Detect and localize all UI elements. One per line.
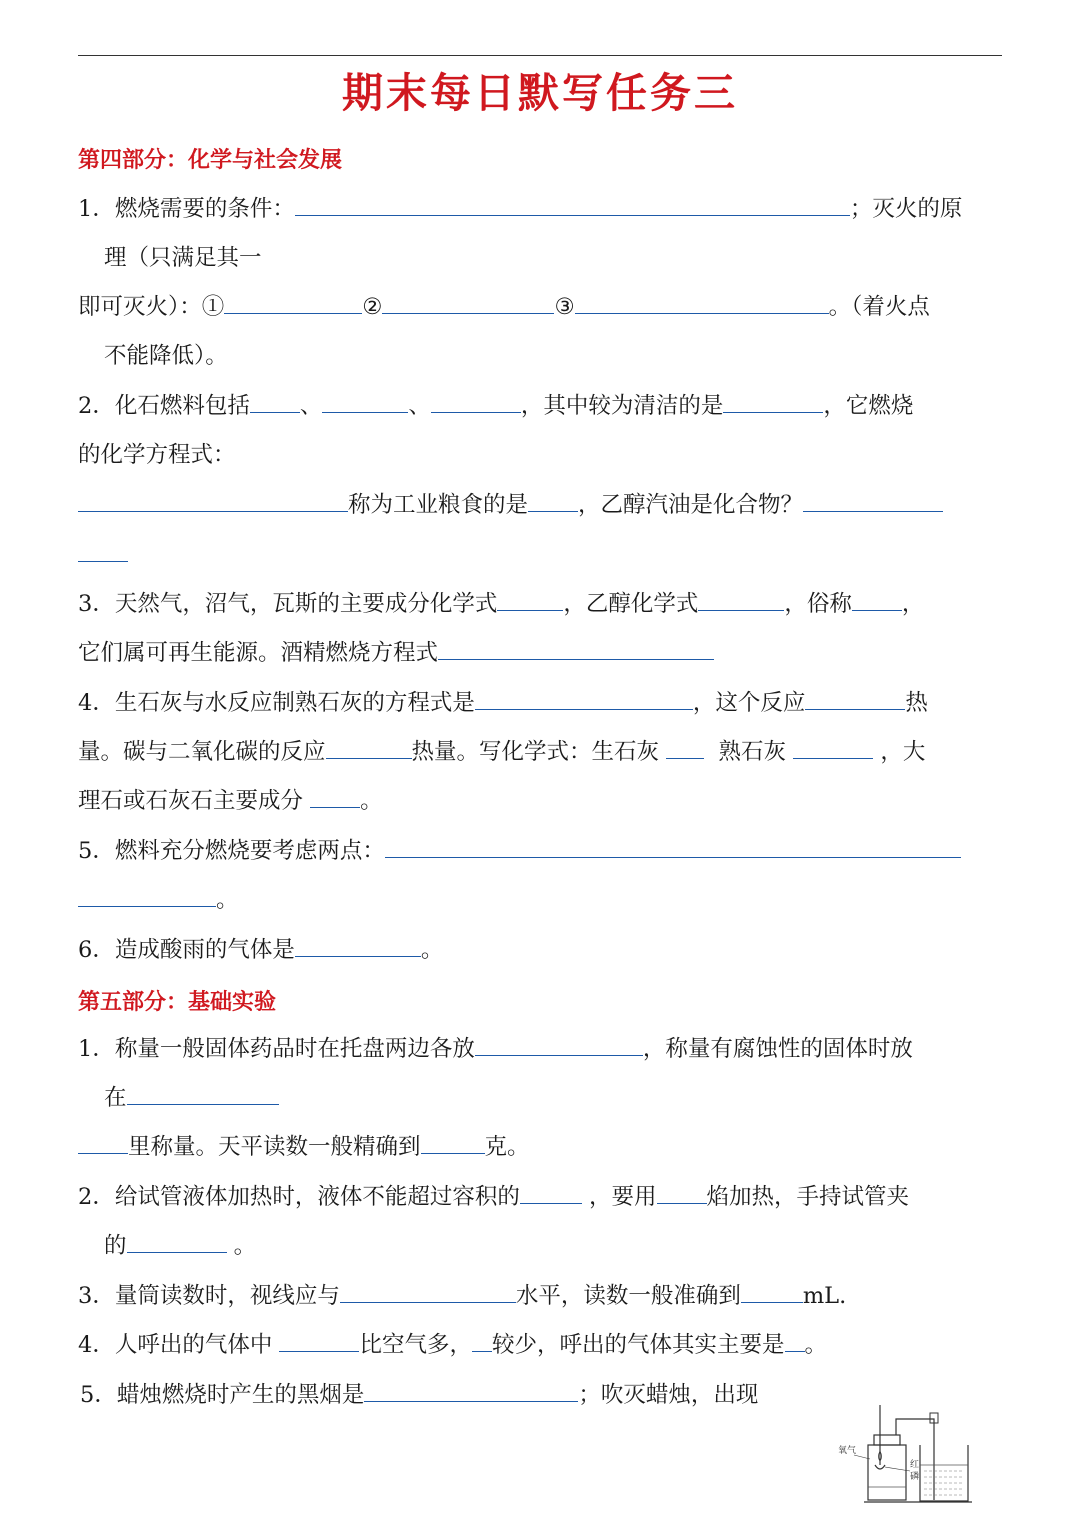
s5-q5-line1 [80, 1380, 758, 1410]
s4-q2-text: ，乙醇汽油是化合物？ [578, 492, 804, 518]
s4-q2-line2 [78, 440, 236, 470]
section-heading-4: 第四部分：化学与社会发展 [78, 148, 343, 173]
s4-q1-line4 [104, 341, 228, 371]
answer-blank[interactable] [793, 740, 873, 759]
s4-q3-text: ，乙醇化学式 [563, 591, 699, 617]
s4-q2-text: 2．化石燃料包括 [78, 393, 250, 419]
answer-blank[interactable] [78, 493, 348, 512]
s4-q1-text: 1．燃烧需要的条件： [78, 196, 295, 222]
answer-blank[interactable] [520, 1185, 582, 1204]
s4-q1-text: ；灭火的原 [849, 196, 963, 222]
s4-q5-line2 [78, 885, 239, 915]
s4-q6-text: 6．造成酸雨的气体是 [78, 937, 295, 963]
answer-blank[interactable] [666, 740, 704, 759]
answer-blank[interactable] [78, 1135, 128, 1154]
s5-q4-text: 比空气多， [359, 1332, 472, 1358]
s4-q1-text: 理（只满足其一 [104, 245, 262, 271]
s4-q4-text: 热量。写化学式：生石灰 [411, 739, 660, 765]
answer-blank[interactable] [723, 394, 823, 413]
answer-blank[interactable] [803, 493, 943, 512]
phosphorus-label-2: 磷 [910, 1472, 920, 1482]
s4-q2-text: 的化学方程式： [78, 442, 236, 468]
s5-q1-text: 在 [104, 1085, 127, 1111]
s5-q3-text: 水平，读数一般准确到 [515, 1283, 741, 1309]
s4-q4-text: ，这个反应 [692, 690, 806, 716]
s5-q2-text: ，要用 [588, 1184, 657, 1210]
s4-q2-line1 [78, 391, 913, 421]
s4-q2-line4 [78, 540, 128, 570]
s4-q3-text: 3．天然气，沼气，瓦斯的主要成分化学式 [78, 591, 498, 617]
answer-blank[interactable] [279, 1333, 359, 1352]
s5-q2-text: 焰加热，手持试管夹 [706, 1184, 910, 1210]
s5-q1-text: 克。 [484, 1134, 530, 1160]
answer-blank[interactable] [224, 295, 362, 314]
s4-q2-text: ，它燃烧 [823, 393, 914, 419]
beaker [920, 1445, 968, 1501]
s5-q1-text: ，称量有腐蚀性的固体时放 [642, 1036, 913, 1062]
s4-q4-line3 [78, 786, 383, 816]
s4-q5-text: 。 [216, 887, 239, 913]
s4-q2-text: ，其中较为清洁的是 [520, 393, 724, 419]
oxygen-phosphorus-apparatus-figure [838, 1405, 978, 1505]
s4-q4-text: 4．生石灰与水反应制熟石灰的方程式是 [78, 690, 475, 716]
s4-q4-text: 量。碳与二氧化碳的反应 [78, 739, 326, 765]
s4-q2-text: 、 [299, 393, 323, 419]
answer-blank[interactable] [250, 394, 300, 413]
phosphorus-label-1: 红 [910, 1460, 920, 1470]
answer-blank[interactable] [472, 1333, 492, 1352]
flask-outline [868, 1445, 906, 1500]
answer-blank[interactable] [497, 592, 563, 611]
s5-q5-text: ；吹灭蜡烛，出现 [578, 1382, 759, 1408]
answer-blank[interactable] [78, 543, 128, 562]
answer-blank[interactable] [326, 740, 412, 759]
s4-q3-text: 它们属可再生能源。酒精燃烧方程式 [78, 640, 439, 666]
answer-blank[interactable] [385, 839, 961, 858]
s5-q1-line2 [104, 1083, 279, 1113]
s4-q3-text: ，俗称 [784, 591, 852, 617]
answer-blank[interactable] [382, 295, 554, 314]
s4-q4-text: 。 [360, 788, 383, 814]
s5-q2-text: 。 [233, 1233, 257, 1259]
s5-q3-line1 [78, 1281, 846, 1311]
s5-q2-text: 的 [104, 1233, 127, 1259]
s4-q5-line1 [78, 836, 961, 866]
s5-q4-text: 较少，呼出的气体其实主要是 [492, 1332, 785, 1358]
s5-q1-line1 [78, 1034, 913, 1064]
s5-q2-line1 [78, 1182, 909, 1212]
section-heading-5: 第五部分：基础实验 [78, 990, 277, 1015]
flask-neck [874, 1435, 900, 1445]
s4-q4-text: 熟石灰 [718, 739, 787, 765]
combustion-spoon-bowl [875, 1465, 885, 1469]
answer-blank[interactable] [698, 592, 784, 611]
s5-q4-text: 。 [804, 1332, 828, 1358]
answer-blank[interactable] [575, 295, 829, 314]
answer-blank[interactable] [322, 394, 408, 413]
s5-q2-text: 2．给试管液体加热时，液体不能超过容积的 [78, 1184, 520, 1210]
answer-blank[interactable] [528, 493, 578, 512]
s4-q1-text: 。（着火点 [828, 294, 930, 320]
answer-blank[interactable] [438, 641, 714, 660]
s4-q2-text: 、 [408, 393, 431, 419]
s4-q1-text: ③ [554, 294, 575, 320]
answer-blank[interactable] [127, 1086, 279, 1105]
s5-q3-text: mL. [802, 1283, 847, 1309]
s4-q5-text: 5．燃料充分燃烧要考虑两点： [78, 838, 385, 864]
answer-blank[interactable] [295, 938, 421, 957]
answer-blank[interactable] [421, 1135, 485, 1154]
s4-q4-line2 [78, 737, 925, 767]
s4-q6-line1 [78, 935, 443, 965]
s4-q4-text: 热 [905, 690, 928, 716]
answer-blank[interactable] [310, 789, 360, 808]
s4-q4-line1 [78, 688, 928, 718]
page-title: 期末每日默写任务三 [342, 69, 738, 117]
s5-q1-line3 [78, 1132, 530, 1162]
answer-blank[interactable] [741, 1284, 803, 1303]
s4-q1-text: 不能降低）。 [104, 343, 228, 369]
s4-q1-line1 [78, 194, 962, 224]
s5-q1-text: 1．称量一般固体药品时在托盘两边各放 [78, 1036, 475, 1062]
s5-q4-line1 [78, 1330, 827, 1360]
s5-q5-text: 5．蜡烛燃烧时产生的黑烟是 [80, 1382, 365, 1408]
answer-blank[interactable] [805, 691, 905, 710]
s4-q3-line1 [78, 589, 924, 619]
answer-blank[interactable] [78, 888, 216, 907]
s4-q4-text: 理石或石灰石主要成分 [78, 788, 304, 814]
s4-q1-text: ② [362, 294, 383, 320]
header-rule [78, 55, 1002, 56]
answer-blank[interactable] [431, 394, 521, 413]
s5-q4-text: 4．人呼出的气体中 [78, 1332, 273, 1358]
s4-q1-line2 [104, 243, 262, 273]
s5-q1-text: 里称量。天平读数一般精确到 [128, 1134, 421, 1160]
s4-q3-line2 [78, 638, 714, 668]
answer-blank[interactable] [475, 691, 693, 710]
answer-blank[interactable] [657, 1185, 707, 1204]
s5-q2-line2 [104, 1231, 256, 1261]
answer-blank[interactable] [295, 197, 850, 216]
s4-q2-text: 称为工业粮食的是 [348, 492, 529, 518]
s4-q1-text: 即可灭火）：① [78, 294, 225, 320]
s5-q3-text: 3．量筒读数时，视线应与 [78, 1283, 340, 1309]
s4-q3-text: ， [901, 591, 925, 617]
answer-blank[interactable] [785, 1333, 805, 1352]
answer-blank[interactable] [127, 1234, 227, 1253]
oxygen-label: 氧气 [838, 1446, 857, 1456]
answer-blank[interactable] [364, 1383, 578, 1402]
s4-q2-line3 [78, 490, 943, 520]
s4-q1-line3 [78, 292, 930, 322]
answer-blank[interactable] [852, 592, 902, 611]
s4-q4-text: ，大 [880, 739, 926, 765]
answer-blank[interactable] [340, 1284, 516, 1303]
answer-blank[interactable] [475, 1037, 643, 1056]
s4-q6-text: 。 [420, 937, 444, 963]
